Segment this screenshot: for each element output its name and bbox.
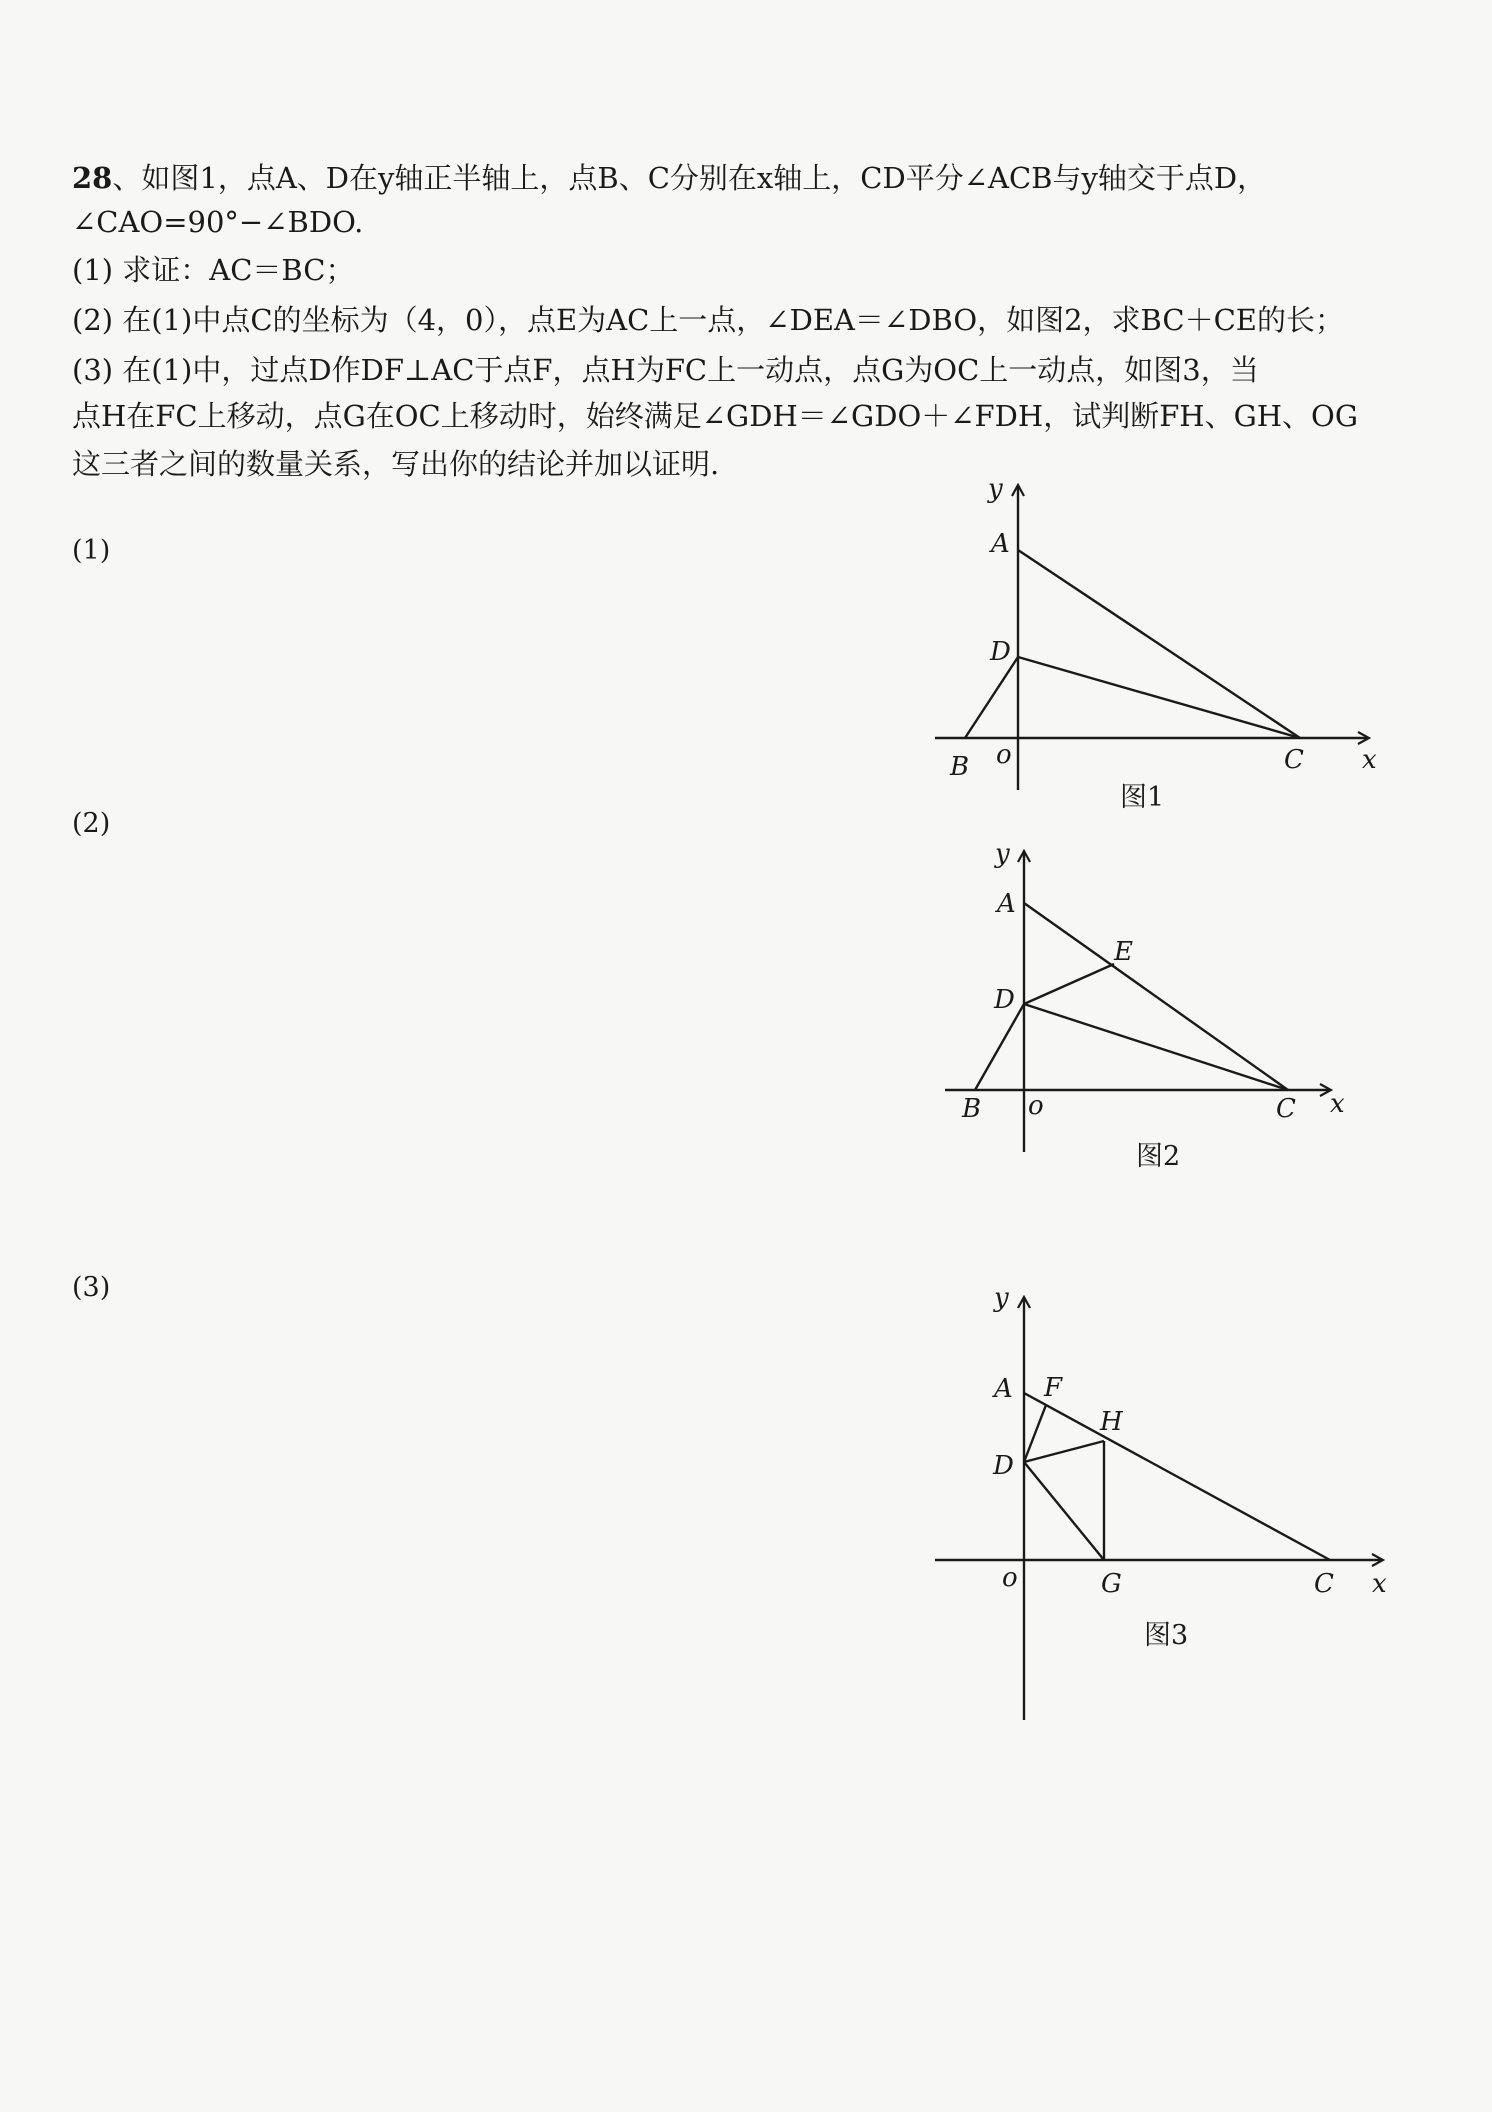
- fig1-caption: 图1: [1120, 782, 1165, 813]
- fig3-label-x: x: [1372, 1569, 1387, 1599]
- question-line-5: (3) 在(1)中，过点D作DF⊥AC于点F，点H为FC上一动点，点G为OC上一动点，如图3，当: [72, 353, 1259, 387]
- fig1-label-O: o: [996, 740, 1012, 770]
- fig3-label-F: F: [1044, 1373, 1063, 1403]
- fig2-label-E: E: [1114, 937, 1133, 967]
- fig2-label-D: D: [994, 985, 1015, 1015]
- fig2-label-O: o: [1028, 1091, 1044, 1121]
- fig3-label-O: o: [1002, 1563, 1018, 1593]
- question-line-2: ∠CAO=90°−∠BDO.: [72, 205, 364, 239]
- figure-3-graphic: [935, 1298, 1382, 1720]
- fig2-label-A: A: [997, 889, 1016, 919]
- answer-part-1-label: (1): [72, 535, 111, 566]
- fig1-label-y: y: [988, 474, 1003, 504]
- fig1-label-C: C: [1284, 745, 1304, 775]
- answer-part-2-label: (2): [72, 808, 111, 839]
- fig3-label-C: C: [1314, 1569, 1334, 1599]
- question-separator: 、: [112, 161, 142, 195]
- fig3-label-D: D: [993, 1451, 1014, 1481]
- fig3-segment-DH: [1024, 1441, 1104, 1462]
- fig1-label-B: B: [950, 752, 970, 782]
- fig2-caption: 图2: [1136, 1141, 1181, 1172]
- fig3-segment-DF: [1024, 1405, 1046, 1462]
- question-line-7: 这三者之间的数量关系，写出你的结论并加以证明.: [72, 447, 720, 481]
- fig3-caption: 图3: [1144, 1620, 1189, 1651]
- question-text-1: 如图1，点A、D在y轴正半轴上，点B、C分别在x轴上，CD平分∠ACB与y轴交于点D，: [141, 161, 1267, 195]
- question-line-4: (2) 在(1)中点C的坐标为（4，0），点E为AC上一点，∠DEA＝∠DBO，如图2，求BC＋CE的长；: [72, 303, 1344, 337]
- fig3-segment-DG: [1024, 1462, 1104, 1560]
- fig3-label-H: H: [1100, 1407, 1123, 1437]
- fig3-label-G: G: [1101, 1569, 1122, 1599]
- answer-part-3-label: (3): [72, 1272, 111, 1303]
- question-number: 28: [72, 161, 113, 195]
- fig1-label-x: x: [1362, 745, 1377, 775]
- fig2-label-x: x: [1330, 1089, 1345, 1119]
- fig2-label-y: y: [995, 839, 1010, 869]
- fig2-label-C: C: [1276, 1094, 1296, 1124]
- fig1-label-D: D: [990, 637, 1011, 667]
- question-line-6: 点H在FC上移动，点G在OC上移动时，始终满足∠GDH＝∠GDO＋∠FDH，试判断FH、GH、OG: [72, 399, 1358, 433]
- question-line-3: (1) 求证：AC＝BC；: [72, 253, 355, 287]
- fig3-label-A: A: [994, 1374, 1013, 1404]
- fig2-label-B: B: [962, 1094, 982, 1124]
- fig1-label-A: A: [991, 529, 1010, 559]
- fig3-label-y: y: [994, 1283, 1009, 1313]
- fig3-segment-AC: [1024, 1393, 1330, 1560]
